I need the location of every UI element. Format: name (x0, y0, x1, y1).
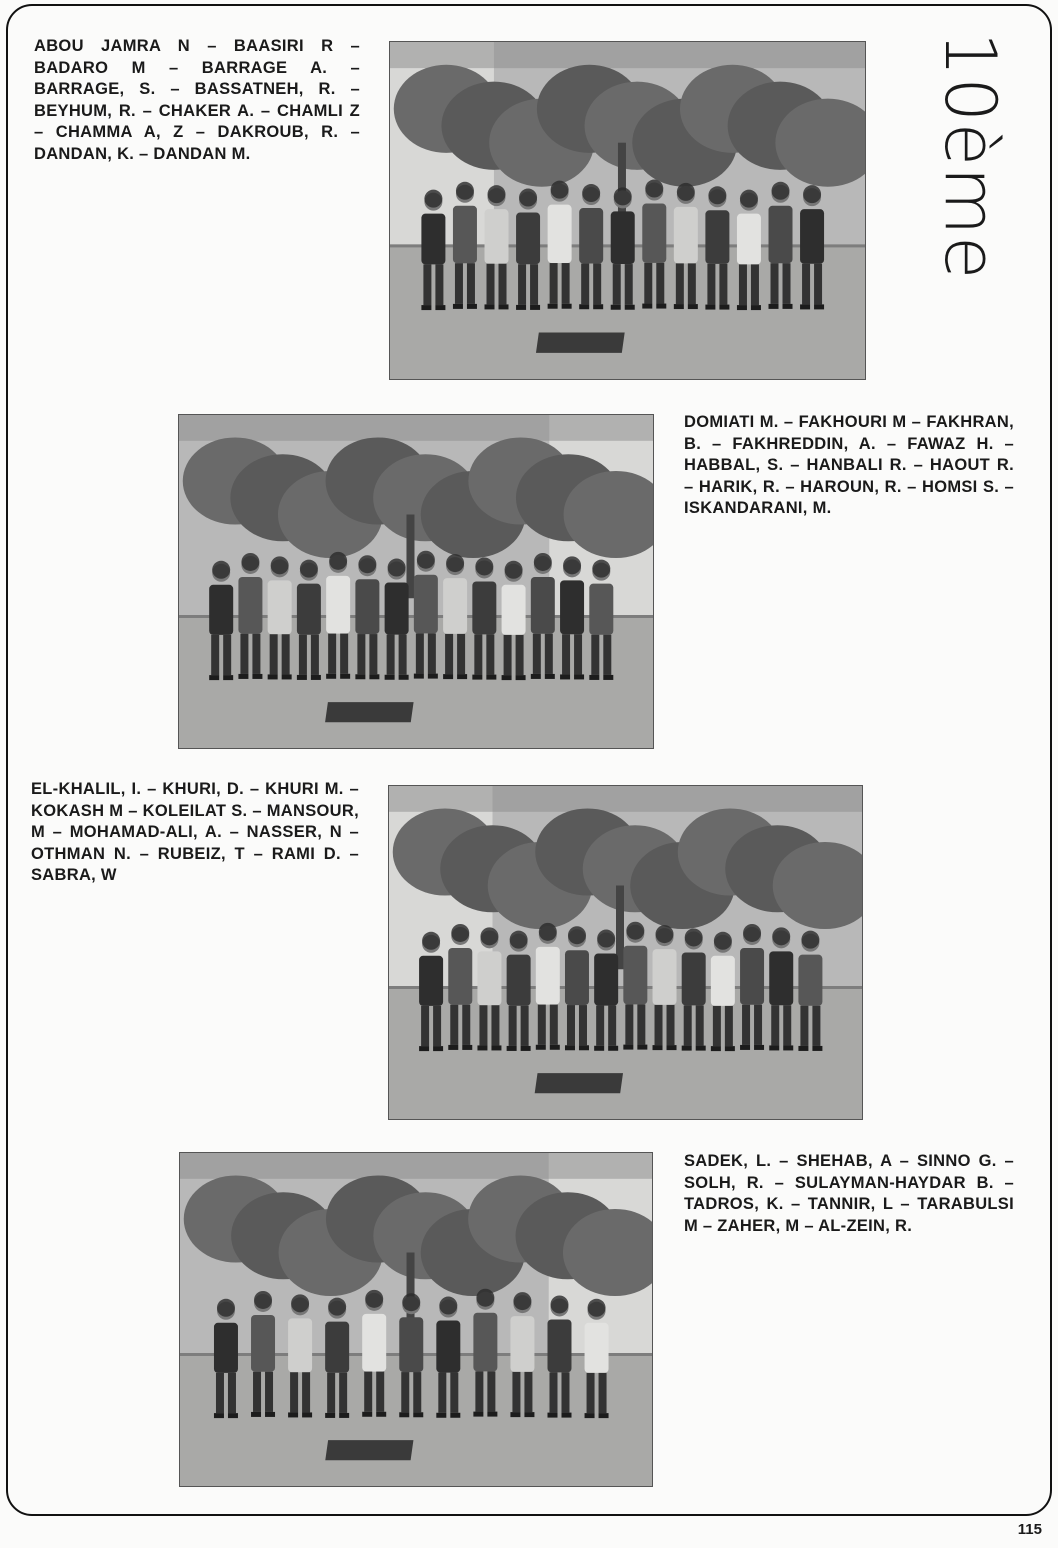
student-names-group-2: DOMIATI M. – FAKHOURI M – FAKHRAN, B. – FAKHREDDIN, A. – FAWAZ H. – HABBAL, S. – HANBALI R. – HAOUT R. – HARIK, R. – HAROUN, R. – HOMSI S. – ISKANDARANI, M. (684, 413, 1014, 517)
page-number: 115 (1017, 1521, 1042, 1538)
class-photo-1 (389, 41, 866, 380)
class-title (929, 31, 1011, 281)
student-names-group-3: EL-KHALIL, I. – KHURI, D. – KHURI M. – KOKASH M – KOLEILAT S. – MANSOUR, M – MOHAMAD-ALI, A. – NASSER, N – OTHMAN N. – RUBEIZ, T – RAMI D. – SABRA, W (31, 780, 359, 884)
class-group-photo-icon (178, 414, 654, 749)
student-names-group-4: SADEK, L. – SHEHAB, A – SINNO G. – SOLH, R. – SULAYMAN-HAYDAR B. – TADROS, K. – TANNIR, L – TARABULSI M – ZAHER, M – AL-ZEIN, R. (684, 1152, 1014, 1235)
class-group-photo-icon (179, 1152, 653, 1487)
student-names-group-1: ABOU JAMRA N – BAASIRI R – BADARO M – BARRAGE A. – BARRAGE, S. – BASSATNEH, R. – BEYHUM, R. – CHAKER A. – CHAMLI Z – CHAMMA A, Z – DAKROUB, R. – DANDAN, K. – DANDAN M. (34, 37, 360, 163)
class-group-photo-icon (388, 785, 863, 1120)
class-photo-2 (178, 414, 654, 749)
class-photo-4 (179, 1152, 653, 1487)
class-title-text: 10ème (929, 31, 1011, 281)
class-group-photo-icon (389, 41, 866, 380)
class-photo-3 (388, 785, 863, 1120)
